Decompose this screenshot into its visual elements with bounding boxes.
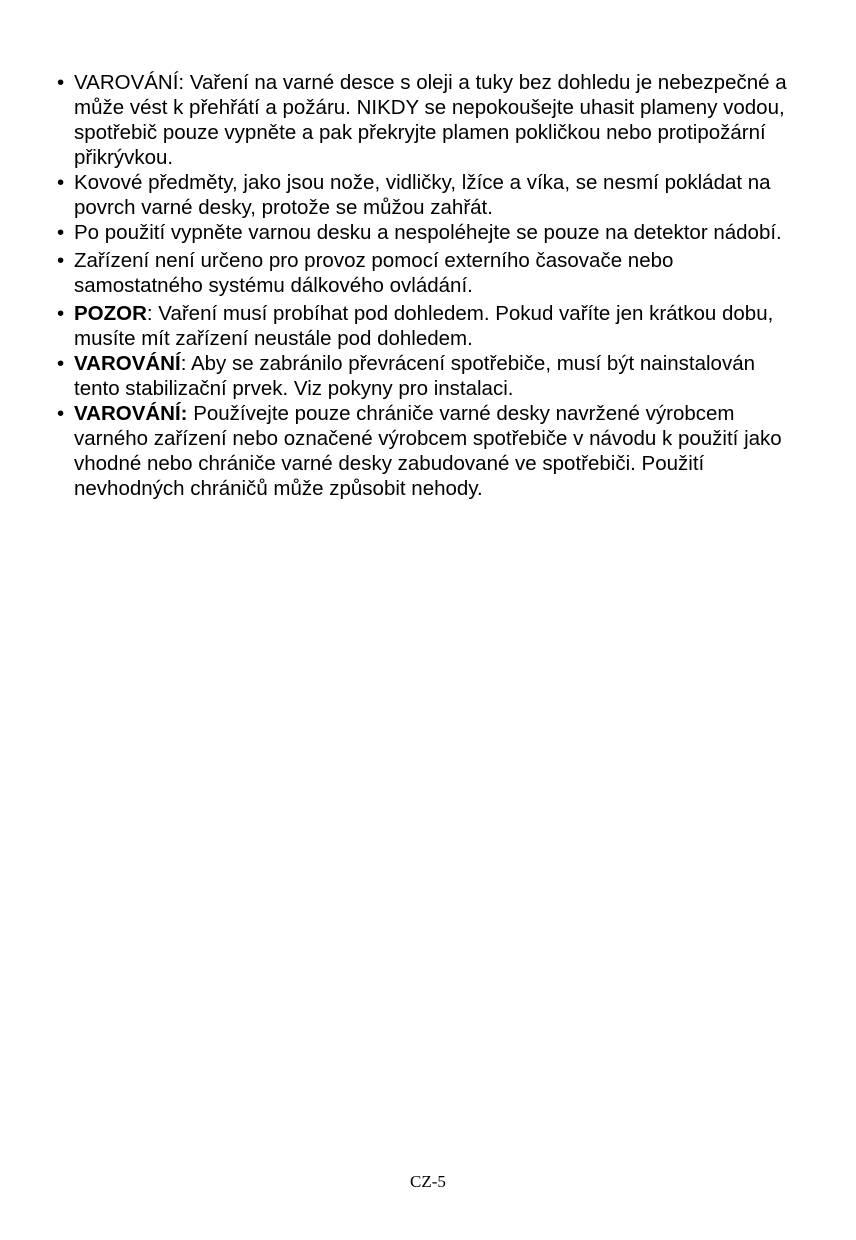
item-label: POZOR	[74, 302, 147, 325]
bullet-icon: •	[57, 221, 65, 244]
item-text: VAROVÁNÍ: Vaření na varné desce s oleji a tuky bez dohledu je nebezpečné a může vést k přehřátí a požáru. NIKDY se nepokoušejte uhasit plameny vodou, spotřebič pouze vypněte a pak překryjte plamen pokličkou nebo protipožární přikrývkou.	[74, 71, 787, 169]
item-text: Kovové předměty, jako jsou nože, vidličky, lžíce a víka, se nesmí pokládat na povrch varné desky, protože se můžou zahřát.	[74, 171, 771, 219]
bullet-icon: •	[57, 302, 65, 325]
safety-warnings-list	[57, 70, 797, 501]
page-number: CZ-5	[410, 1172, 446, 1191]
list-item	[57, 301, 797, 351]
bullet-icon: •	[57, 71, 65, 94]
list-item	[57, 220, 797, 245]
list-item	[57, 70, 797, 170]
item-text: : Aby se zabránilo převrácení spotřebiče, musí být nainstalován tento stabilizační prvek. Viz pokyny pro instalaci.	[74, 352, 755, 400]
bullet-icon: •	[57, 249, 65, 272]
item-text: Používejte pouze chrániče varné desky navržené výrobcem varného zařízení nebo označené výrobcem spotřebiče v návodu k použití jako vhodné nebo chrániče varné desky zabudované ve spotřebiči. Použití nevhodných chráničů může způsobit nehody.	[74, 402, 782, 500]
list-item	[57, 351, 797, 401]
list-item	[57, 170, 797, 220]
bullet-icon: •	[57, 402, 65, 425]
item-text: Po použití vypněte varnou desku a nespoléhejte se pouze na detektor nádobí.	[74, 221, 782, 244]
item-label: VAROVÁNÍ:	[74, 402, 188, 425]
item-label: VAROVÁNÍ	[74, 352, 181, 375]
bullet-icon: •	[57, 171, 65, 194]
list-item	[57, 401, 797, 501]
item-text: Zařízení není určeno pro provoz pomocí externího časovače nebo samostatného systému dálkového ovládání.	[74, 249, 674, 297]
list-item	[57, 248, 797, 298]
bullet-icon: •	[57, 352, 65, 375]
item-text: : Vaření musí probíhat pod dohledem. Pokud vaříte jen krátkou dobu, musíte mít zařízení neustále pod dohledem.	[74, 302, 774, 350]
